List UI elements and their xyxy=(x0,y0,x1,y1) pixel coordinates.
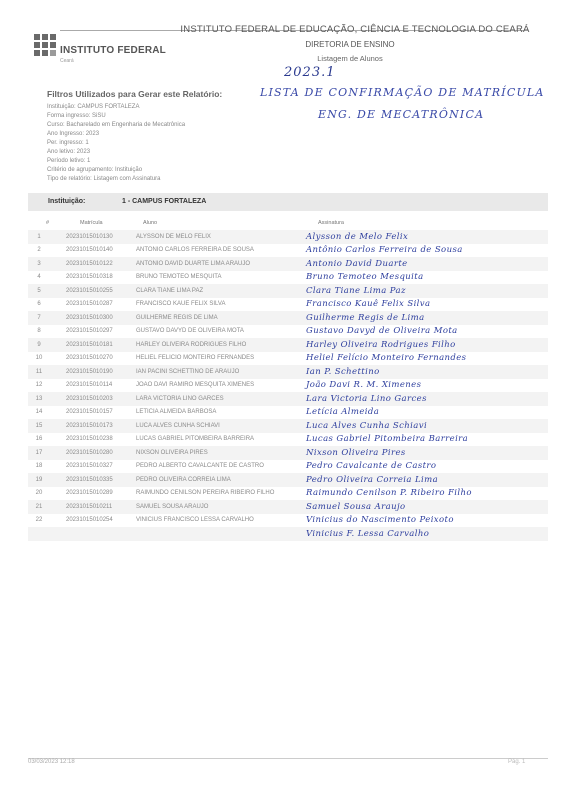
row-name: SAMUEL SOUSA ARAUJO xyxy=(136,500,306,514)
row-matricula: 20231015010254 xyxy=(66,517,113,524)
table-row xyxy=(28,338,548,352)
row-signature: Clara Tiane Lima Paz xyxy=(306,284,548,298)
row-matricula: 20231015010287 xyxy=(66,301,113,308)
filter-line: Ano letivo: 2023 xyxy=(47,149,91,155)
logo-icon xyxy=(34,34,56,56)
table-row xyxy=(28,298,548,312)
row-signature: Nixson Oliveira Pires xyxy=(306,446,548,460)
row-index: 4 xyxy=(37,274,41,281)
row-index: 13 xyxy=(28,392,50,406)
row-index: 22 xyxy=(35,517,43,524)
row-signature: Gustavo Davyd de Oliveira Mota xyxy=(306,326,458,337)
filter-line: Curso: Bacharelado em Engenharia de Mecatrônica xyxy=(47,122,186,128)
institution-title: INSTITUTO FEDERAL DE EDUCAÇÃO, CIÊNCIA E TECNOLOGIA DO CEARÁ xyxy=(180,24,530,35)
logo-text: INSTITUTO FEDERAL xyxy=(60,45,166,56)
col-header-assinatura: Assinatura xyxy=(318,220,344,226)
row-index: 12 xyxy=(35,382,43,389)
table-row xyxy=(28,392,548,406)
institution-bar xyxy=(28,193,548,211)
row-signature: Antônio Carlos Ferreira de Sousa xyxy=(306,245,463,256)
row-signature: Lucas Gabriel Pitombeira Barreira xyxy=(306,434,469,445)
row-matricula: 20231015010114 xyxy=(66,382,113,389)
row-signature: Samuel Sousa Araujo xyxy=(306,500,548,514)
filter-line: Forma ingresso: SiSU xyxy=(47,113,106,119)
row-signature: Harley Oliveira Rodrigues Filho xyxy=(306,338,548,352)
report-title: Listagem de Alunos xyxy=(317,54,383,63)
row-signature: Antonio David Duarte xyxy=(306,257,548,271)
row-matricula: 20231015010289 xyxy=(66,490,113,497)
row-index: 16 xyxy=(35,436,43,443)
filter-line: Instituição: CAMPUS FORTALEZA xyxy=(47,104,140,110)
row-index: 20 xyxy=(35,490,43,497)
row-name: JOAO DAVI RAMIRO MESQUITA XIMENES xyxy=(136,382,255,389)
table-row xyxy=(28,473,548,487)
row-signature: Bruno Temoteo Mesquita xyxy=(306,272,424,283)
institution-label: Instituição: xyxy=(48,198,86,205)
row-index: 5 xyxy=(28,284,50,298)
student-table xyxy=(28,230,548,541)
row-name: BRUNO TEMOTEO MESQUITA xyxy=(136,274,222,281)
row-matricula: 20231015010140 xyxy=(66,247,113,254)
row-name: ALYSSON DE MELO FELIX xyxy=(136,230,306,244)
row-index: 3 xyxy=(28,257,50,271)
row-signature: João Davi R. M. Ximenes xyxy=(306,380,422,391)
logo-subtitle: Ceará xyxy=(60,58,74,64)
table-row xyxy=(28,433,548,447)
row-name: LUCAS GABRIEL PITOMBEIRA BARREIRA xyxy=(136,436,255,443)
row-index: 10 xyxy=(35,355,43,362)
filters-title: Filtros Utilizados para Gerar este Relatório: xyxy=(47,89,223,99)
row-matricula: 20231015010157 xyxy=(66,409,113,416)
footer-page-number: Pág. 1 xyxy=(508,759,526,765)
table-row xyxy=(28,500,548,514)
row-signature: Guilherme Regis de Lima xyxy=(306,311,548,325)
filter-line: Ano Ingresso: 2023 xyxy=(47,131,100,137)
row-matricula: 20231015010270 xyxy=(66,355,113,362)
row-index: 9 xyxy=(28,338,50,352)
table-row xyxy=(28,230,548,244)
row-name: ANTONIO DAVID DUARTE LIMA ARAUJO xyxy=(136,257,306,271)
row-matricula: 20231015010327 xyxy=(66,463,113,470)
row-signature: Ian P. Schettino xyxy=(306,365,548,379)
row-matricula: 20231015010300 xyxy=(50,311,136,325)
department-title: DIRETORIA DE ENSINO xyxy=(305,40,395,49)
table-row xyxy=(28,284,548,298)
row-name: NIXSON OLIVEIRA PIRES xyxy=(136,446,306,460)
row-matricula: 20231015010130 xyxy=(50,230,136,244)
row-index: 19 xyxy=(28,473,50,487)
table-row xyxy=(28,419,548,433)
row-index: 15 xyxy=(28,419,50,433)
row-name: FRANCISCO KAUE FELIX SILVA xyxy=(136,301,226,308)
handwritten-year: 2023.1 xyxy=(284,65,336,80)
row-name: LUCA ALVES CUNHA SCHIAVI xyxy=(136,419,306,433)
row-matricula: 20231015010190 xyxy=(50,365,136,379)
row-name: PEDRO OLIVEIRA CORREIA LIMA xyxy=(136,473,306,487)
row-name: VINICIUS FRANCISCO LESSA CARVALHO xyxy=(136,517,254,524)
row-name: LARA VICTORIA LINO GARCES xyxy=(136,392,306,406)
row-name: RAIMUNDO CENILSON PEREIRA RIBEIRO FILHO xyxy=(136,490,275,497)
table-row xyxy=(28,406,548,420)
row-name: GUSTAVO DAVYD DE OLIVEIRA MOTA xyxy=(136,328,244,335)
row-matricula: 20231015010318 xyxy=(66,274,113,281)
row-matricula: 20231015010335 xyxy=(50,473,136,487)
row-signature: Raimundo Cenilson P. Ribeiro Filho xyxy=(306,488,472,499)
row-signature: Lara Victoria Lino Garces xyxy=(306,392,548,406)
row-signature: Letícia Almeida xyxy=(306,407,380,418)
col-header-matricula: Matrícula xyxy=(80,220,103,226)
table-row xyxy=(28,514,548,528)
table-row xyxy=(28,257,548,271)
row-index: 1 xyxy=(28,230,50,244)
row-signature: Francisco Kauê Felix Silva xyxy=(306,299,431,310)
row-signature: Pedro Cavalcante de Castro xyxy=(306,461,437,472)
row-matricula: 20231015010122 xyxy=(50,257,136,271)
row-signature: Alysson de Melo Felix xyxy=(306,230,548,244)
row-name: LETICIA ALMEIDA BARBOSA xyxy=(136,409,217,416)
col-header-aluno: Aluno xyxy=(143,220,158,226)
institution-value: 1 - CAMPUS FORTALEZA xyxy=(122,198,207,205)
table-row xyxy=(28,311,548,325)
row-index: 17 xyxy=(28,446,50,460)
row-name: HELIEL FELICIO MONTEIRO FERNANDES xyxy=(136,355,255,362)
table-row xyxy=(28,365,548,379)
row-matricula: 20231015010280 xyxy=(50,446,136,460)
row-name: HARLEY OLIVEIRA RODRIGUES FILHO xyxy=(136,338,306,352)
handwritten-note-2: ENG. DE MECATRÔNICA xyxy=(318,108,485,121)
row-index: 7 xyxy=(28,311,50,325)
row-matricula: 20231015010297 xyxy=(66,328,113,335)
col-header-index: # xyxy=(46,220,50,226)
row-signature: Vinicius do Nascimento Peixoto xyxy=(306,515,454,526)
table-row xyxy=(28,244,548,258)
row-index: 8 xyxy=(37,328,41,335)
filter-line: Período letivo: 1 xyxy=(47,158,91,164)
filter-line: Tipo de relatório: Listagem com Assinatura xyxy=(47,176,161,182)
row-name: ANTONIO CARLOS FERREIRA DE SOUSA xyxy=(136,247,254,254)
row-name: GUILHERME REGIS DE LIMA xyxy=(136,311,306,325)
filter-line: Critério de agrupamento: Instituição xyxy=(47,167,143,173)
row-index: 14 xyxy=(35,409,43,416)
table-row xyxy=(28,271,548,285)
footer-timestamp: 03/03/2023 12:18 xyxy=(28,759,75,765)
table-row xyxy=(28,487,548,501)
row-matricula: 20231015010255 xyxy=(50,284,136,298)
row-matricula: 20231015010173 xyxy=(50,419,136,433)
table-row xyxy=(28,446,548,460)
table-row xyxy=(28,460,548,474)
row-index: 18 xyxy=(35,463,43,470)
row-name: IAN PACINI SCHETTINO DE ARAUJO xyxy=(136,365,306,379)
row-matricula: 20231015010203 xyxy=(50,392,136,406)
row-matricula: 20231015010181 xyxy=(50,338,136,352)
row-index: 2 xyxy=(37,247,41,254)
row-matricula: 20231015010238 xyxy=(66,436,113,443)
filter-line: Per. ingresso: 1 xyxy=(47,140,89,146)
row-name: PEDRO ALBERTO CAVALCANTE DE CASTRO xyxy=(136,463,264,470)
handwritten-note-1: LISTA DE CONFIRMAÇÃO DE MATRÍCULA xyxy=(260,86,545,99)
row-signature: Heliel Felício Monteiro Fernandes xyxy=(306,353,467,364)
table-row xyxy=(28,379,548,393)
table-row xyxy=(28,527,548,541)
table-row xyxy=(28,352,548,366)
row-index: 21 xyxy=(28,500,50,514)
row-matricula: 20231015010211 xyxy=(50,500,136,514)
extra-signature: Vinicius F. Lessa Carvalho xyxy=(306,527,548,541)
footer-divider xyxy=(28,758,548,759)
row-signature: Pedro Oliveira Correia Lima xyxy=(306,473,548,487)
row-index: 11 xyxy=(28,365,50,379)
row-name: CLARA TIANE LIMA PAZ xyxy=(136,284,306,298)
row-index: 6 xyxy=(37,301,41,308)
table-row xyxy=(28,325,548,339)
row-signature: Luca Alves Cunha Schiavi xyxy=(306,419,548,433)
